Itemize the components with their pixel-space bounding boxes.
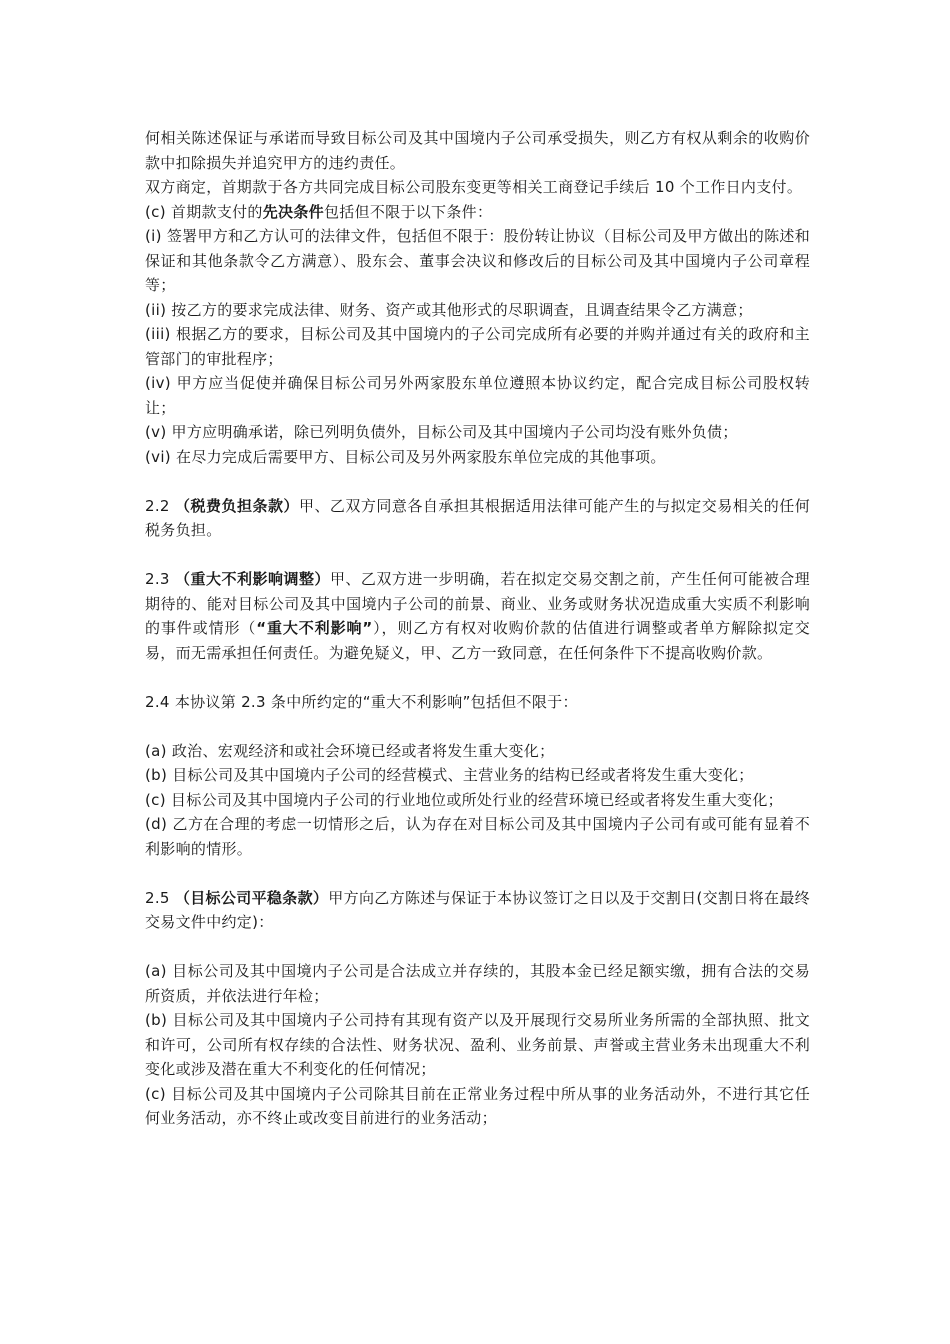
section-2-2 [145,494,810,543]
section-2-2-text: 甲、乙双方同意各自承担其根据适用法律可能产生的与拟定交易相关的任何税务负担。 [145,496,810,539]
section-2-2-title: （税费负担条款） [175,496,299,515]
effect-item-d: (d) 乙方在合理的考虑一切情形之后，认为存在对目标公司及其中国境内子公司有或可能有显着不利影响的情形。 [145,815,810,858]
condition-item-iv: (iv) 甲方应当促使并确保目标公司另外两家股东单位遵照本协议约定，配合完成目标公司股权转让； [145,374,810,417]
section-2-3-text-1: 甲、乙双方进一步明确，若在拟定交易交割之前，产生任何可能被合理期待的、能对目标公司及其中国境内子公司的前景、商业、业务或财务状况造成重大实质不利影响的事件或情形（ [145,570,810,637]
section-2-3-number: 2.3 [145,570,176,588]
condition-item-iii: (iii) 根据乙方的要求，目标公司及其中国境内的子公司完成所有必要的并购并通过有关的政府和主管部门的审批程序； [145,325,810,368]
effect-item-c: (c) 目标公司及其中国境内子公司的行业地位或所处行业的经营环境已经或者将发生重大变化； [145,790,783,809]
paragraph-gap [145,861,810,886]
section-2-5-number: 2.5 [145,888,175,907]
section-2-5-text: 甲方向乙方陈述与保证于本协议签订之日以及于交割日(交割日将在最终交易文件中约定)： [145,888,810,931]
paragraph-intro-2: 双方商定，首期款于各方共同完成目标公司股东变更等相关工商登记手续后 10 个工作日内支付。 [145,178,803,196]
section-2-5-title: （目标公司平稳条款） [174,888,329,907]
effect-item-b: (b) 目标公司及其中国境内子公司的经营模式、主营业务的结构已经或者将发生重大变化； [145,766,754,784]
section-2-4-intro: 2.4 本协议第 2.3 条中所约定的“重大不利影响”包括但不限于： [145,692,578,711]
effect-item-a: (a) 政治、宏观经济和或社会环境已经或者将发生重大变化； [145,741,555,760]
warranty-item-b: (b) 目标公司及其中国境内子公司持有其现有资产以及开展现行交易所业务所需的全部执照、批文和许可，公司所有权存续的合法性、财务状况、盈利、业务前景、声誉或主营业务未出现重大不利变化或涉及潜在重大不利变化的任何情况； [145,1011,810,1078]
paragraph-gap [145,714,810,739]
clause-c-bold-term: 先决条件 [262,202,324,221]
warranty-item-a: (a) 目标公司及其中国境内子公司是合法成立并存续的，其股本金已经足额实缴，拥有合法的交易所资质，并依法进行年检； [145,962,810,1005]
section-2-3 [145,567,810,665]
section-2-5 [145,886,810,935]
clause-c-heading [145,200,810,225]
paragraph-gap [145,935,810,960]
paragraph-gap [145,665,810,690]
clause-c-prefix: (c) 首期款支付的 [145,202,263,221]
condition-item-i: (i) 签署甲方和乙方认可的法律文件，包括但不限于：股份转让协议（目标公司及甲方做出的陈述和保证和其他条款令乙方满意）、股东会、董事会决议和修改后的目标公司及其中国境内子公司章程等； [145,227,810,294]
section-2-3-defined-term: “重大不利影响” [256,619,373,637]
condition-item-v: (v) 甲方应明确承诺，除已列明负债外，目标公司及其中国境内子公司均没有账外负债； [145,423,738,441]
clause-c-suffix: 包括但不限于以下条件： [323,202,493,221]
paragraph-intro-1: 何相关陈述保证与承诺而导致目标公司及其中国境内子公司承受损失，则乙方有权从剩余的收购价款中扣除损失并追究甲方的违约责任。 [145,129,810,172]
document-body [145,126,810,1131]
section-2-2-number: 2.2 [145,496,176,515]
condition-item-ii: (ii) 按乙方的要求完成法律、财务、资产或其他形式的尽职调查，且调查结果令乙方满意； [145,300,753,319]
condition-item-vi: (vi) 在尽力完成后需要甲方、目标公司及另外两家股东单位完成的其他事项。 [145,447,666,466]
paragraph-gap [145,543,810,568]
section-2-3-title: （重大不利影响调整） [175,570,330,588]
warranty-item-c: (c) 目标公司及其中国境内子公司除其目前在正常业务过程中所从事的业务活动外，不进行其它任何业务活动，亦不终止或改变目前进行的业务活动； [145,1084,810,1127]
section-2-3-text-2: ），则乙方有权对收购价款的估值进行调整或者单方解除拟定交易，而无需承担任何责任。为避免疑义，甲、乙方一致同意，在任何条件下不提高收购价款。 [145,619,810,662]
paragraph-gap [145,469,810,494]
